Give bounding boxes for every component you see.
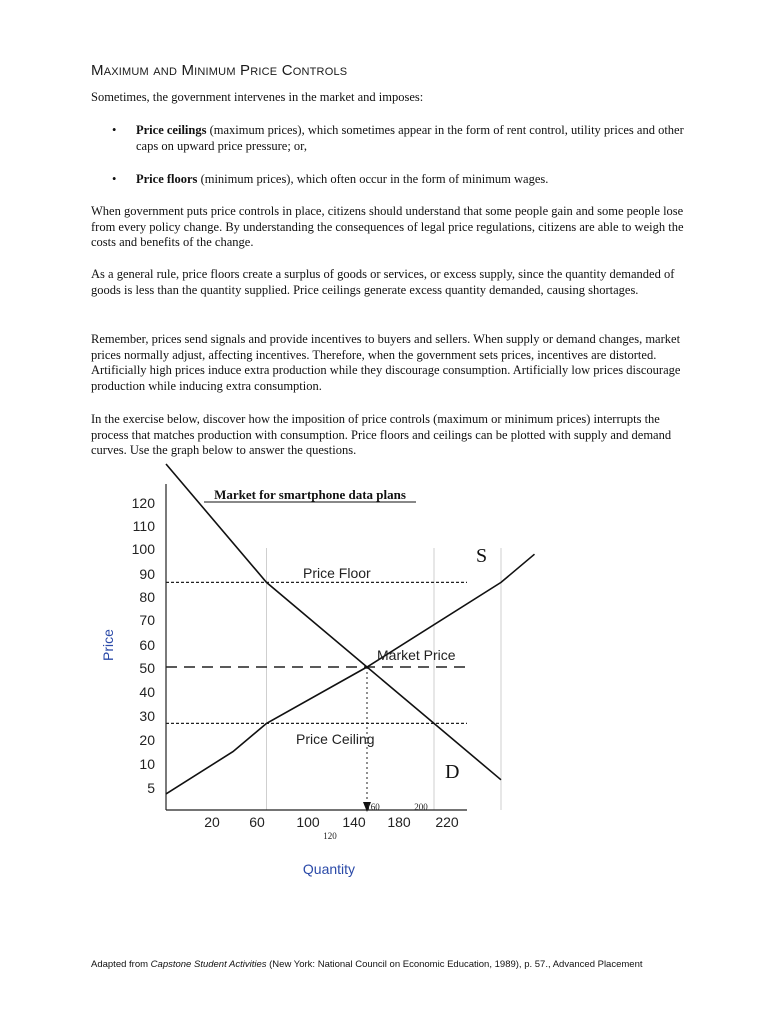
bullet-desc: (maximum prices), which sometimes appear in the form of rent control, utility prices and other caps on upward price pressure; or, [136, 123, 684, 153]
x-tick-label: 180 [387, 814, 411, 830]
y-tick-label: 60 [139, 637, 155, 653]
supply-label: S [476, 545, 488, 567]
bullet-icon: • [112, 172, 117, 186]
x-small-tick-label: 160 [366, 802, 380, 812]
y-tick-label: 90 [139, 566, 155, 582]
bullet-term: Price floors [136, 172, 198, 186]
y-axis-title: Price [100, 629, 116, 661]
x-tick-label: 20 [204, 814, 220, 830]
y-tick-label: 30 [139, 708, 155, 724]
page-title: Maximum and Minimum Price Controls [91, 62, 348, 79]
y-tick-label: 20 [139, 732, 155, 748]
x-tick-label: 220 [435, 814, 459, 830]
x-axis-title: Quantity [302, 861, 356, 877]
y-tick-label: 50 [139, 660, 155, 676]
footer-citation [91, 959, 711, 970]
demand-label: D [445, 761, 460, 783]
x-tick-label: 60 [249, 814, 265, 830]
paragraph: When government puts price controls in place, citizens should understand that some people gain and some people lose from every policy change. By understanding the consequences of legal price regulations, citizens are able to weigh the costs and benefits of the change. [91, 204, 684, 249]
y-tick-label: 80 [139, 589, 155, 605]
paragraph: Remember, prices send signals and provide incentives to buyers and sellers. When supply or demand changes, market prices normally adjust, affecting incentives. Therefore, when the government sets prices, incentives are distorted. Artificially high prices induce extra production while they discourage consumption. Artificially low prices discourage production while inducing extra consumption. [91, 332, 681, 393]
footer-source: Capstone Student Activities [150, 959, 267, 970]
x-tick-label: 140 [342, 814, 366, 830]
reference-line-label: Price Ceiling [296, 731, 375, 747]
supply-curve [166, 554, 535, 794]
paragraph: In the exercise below, discover how the imposition of price controls (maximum or minimum prices) interrupts the process that matches production with consumption. Price floors and ceilings can be plotted with supply and demand curves. Use the graph below to answer the questions. [91, 412, 672, 457]
y-tick-label: 10 [139, 756, 155, 772]
paragraph: As a general rule, price floors create a surplus of goods or services, or excess supply, since the quantity demanded of goods is less than the quantity supplied. Price ceilings generate excess quantity demanded, causing shortages. [91, 267, 675, 297]
reference-line-label: Price Floor [303, 565, 371, 581]
intro-text: Sometimes, the government intervenes in the market and imposes: [91, 90, 424, 104]
y-tick-label: 100 [131, 541, 155, 557]
x-small-tick-label: 200 [414, 802, 428, 812]
chart-title: Market for smartphone data plans [214, 487, 406, 502]
x-tick-label: 100 [296, 814, 320, 830]
y-tick-label: 40 [139, 684, 155, 700]
bullet-icon: • [112, 123, 117, 137]
bullet-desc: (minimum prices), which often occur in the form of minimum wages. [197, 172, 549, 186]
bullet-term: Price ceilings [136, 123, 207, 137]
x-arrow-label: 120 [323, 831, 337, 841]
y-tick-label: 70 [139, 612, 155, 628]
y-tick-label: 120 [131, 495, 155, 511]
reference-line-label: Market Price [377, 647, 456, 663]
y-tick-label: 5 [147, 780, 155, 796]
footer-suffix: (New York: National Council on Economic Education, 1989), p. 57., Advanced Placement [266, 959, 643, 970]
y-tick-label: 110 [132, 518, 155, 534]
footer-prefix: Adapted from [91, 959, 151, 970]
